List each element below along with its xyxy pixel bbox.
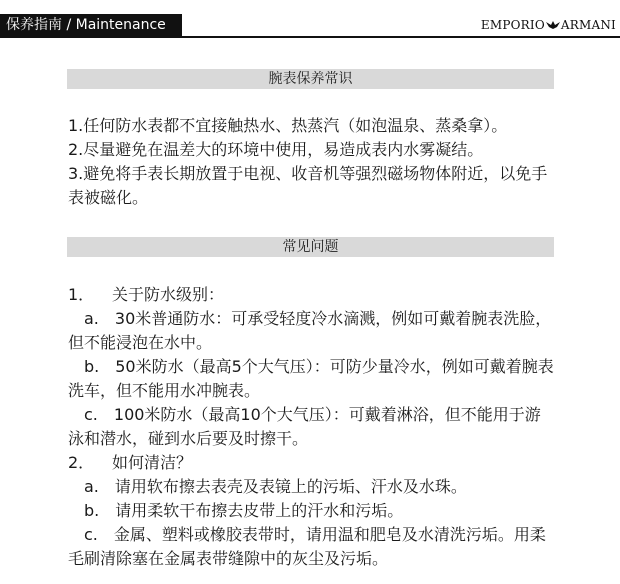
faq-list — [68, 283, 554, 571]
care-tip: 2.尽量避免在温差大的环境中使用，易造成表内水雾凝结。 — [68, 140, 484, 159]
maintenance-tab-label: 保养指南 / Maintenance — [0, 14, 182, 36]
question-title: 如何清洁？ — [112, 453, 193, 472]
faq-answer: b. 50米防水（最高5个大气压）：可防少量冷水，例如可戴着腕表洗车，但不能用水冲腕表。 — [68, 357, 554, 400]
page-header — [0, 0, 620, 40]
question-title: 关于防水级别： — [112, 285, 225, 304]
brand-name-right: ARMANI — [560, 18, 616, 32]
section-title-watch-care: 腕表保养常识 — [67, 69, 554, 89]
question-number: 1． — [68, 285, 95, 304]
faq-answer: a. 请用软布擦去表壳及表镜上的污垢、汗水及水珠。 — [84, 477, 467, 496]
care-tip: 3.避免将手表长期放置于电视、收音机等强烈磁场物体附近，以免手表被磁化。 — [68, 164, 548, 207]
question-number: 2． — [68, 453, 95, 472]
care-tips-list — [68, 114, 554, 210]
brand-name-left: EMPORIO — [480, 18, 545, 32]
faq-answer: a. 30米普通防水：可承受轻度冷水滴溅，例如可戴着腕表洗脸，但不能浸泡在水中。 — [68, 309, 552, 352]
faq-answer: c. 100米防水（最高10个大气压）：可戴着淋浴，但不能用于游泳和潜水，碰到水后要及时擦干。 — [68, 405, 541, 448]
brand-logo — [481, 18, 616, 32]
faq-question-cleaning — [68, 451, 554, 475]
faq-answer: c. 金属、塑料或橡胶表带时，请用温和肥皂及水清洗污垢。用柔毛刷清除塞在金属表带缝隙中的灰尘及污垢。 — [68, 525, 546, 568]
eagle-icon — [545, 20, 561, 30]
header-rule — [0, 36, 620, 38]
faq-question-waterproof — [68, 283, 554, 307]
faq-answer: b. 请用柔软干布擦去皮带上的汗水和污垢。 — [84, 501, 404, 520]
care-tip: 1.任何防水表都不宜接触热水、热蒸汽（如泡温泉、蒸桑拿）。 — [68, 116, 508, 135]
section-title-faq: 常见问题 — [67, 237, 554, 257]
